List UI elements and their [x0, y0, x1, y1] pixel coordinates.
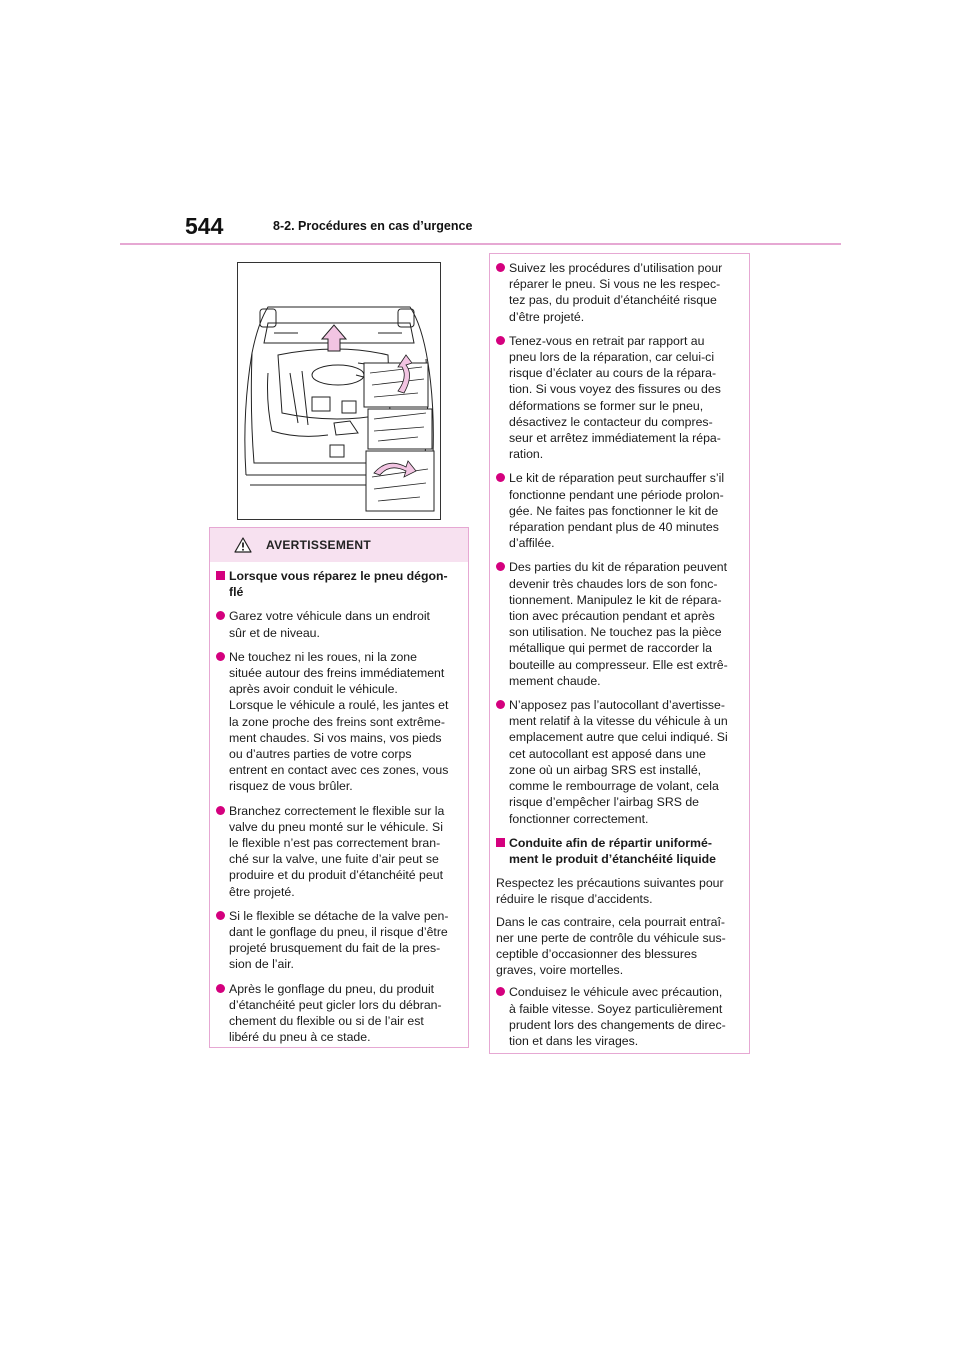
list-item: Le kit de réparation peut surchauffer s’il fonctionne pendant une période prolon- gée. Ne faites pas fonctionner le kit de réparation pendant plus de 40 minutes d’affilée.	[496, 470, 741, 551]
list-item: N’apposez pas l’autocollant d’avertisse- ment relatif à la vitesse du véhicule à un emplacement autre que celui indiqué. Si cet autocollant est apposé dans une zone où un airbag SRS est installé, comme le rembourrage de volant, cela risque d’empêcher l’airbag SRS de fonctionner correctement.	[496, 697, 741, 827]
trunk-drawing	[238, 263, 440, 519]
continued-warning-box	[489, 253, 750, 1054]
list-item: Tenez-vous en retrait par rapport au pneu lors de la réparation, car celui-ci risque d’éclater au cours de la répara- tion. Si vous voyez des fissures ou des déformations se former sur le pneu, désactivez le contacteur du compres- seur et arrêtez immédiatement la répa- ration.	[496, 333, 741, 463]
list-item: Ne touchez ni les roues, ni la zone située autour des freins immédiatement après avoir conduit le véhicule. Lorsque le véhicule a roulé, les jantes et la zone proche des freins sont extrême- ment chaudes. Si vos mains, vos pieds ou d’autres parties de votre corps entrent en contact avec ces zones, vous risquez de vous brûler.	[216, 649, 460, 795]
warning-box	[209, 527, 469, 1048]
bullet-icon	[496, 263, 505, 272]
header-rule	[120, 243, 841, 245]
paragraph: Respectez les précautions suivantes pour réduire le risque d’accidents.	[496, 876, 724, 907]
warning-header	[210, 528, 468, 562]
warning-title: AVERTISSEMENT	[266, 538, 372, 552]
up-arrow-icon	[322, 325, 346, 351]
bullet-icon	[216, 806, 225, 815]
square-bullet-icon	[496, 838, 505, 847]
bullet-icon	[216, 911, 225, 920]
list-item: Des parties du kit de réparation peuvent devenir très chaudes lors de son fonc- tionnement. Manipulez le kit de répara- tion avec précaution pendant et après son utilisation. Ne touchez pas la pièce métallique qui permet de raccorder la bouteille au compresseur. Elle est extrê- mement chaude.	[496, 559, 741, 689]
warning-triangle-icon	[234, 537, 252, 553]
page-number: 544	[185, 213, 224, 239]
bullet-icon	[216, 611, 225, 620]
section-title: 8-2. Procédures en cas d’urgence	[273, 219, 473, 233]
bullet-icon	[496, 700, 505, 709]
bullet-icon	[216, 984, 225, 993]
list-item: Après le gonflage du pneu, du produit d’étanchéité peut gicler lors du débran- chement du flexible ou si de l’air est libéré du pneu à ce stade.	[216, 981, 460, 1046]
bullet-icon	[496, 987, 505, 996]
list-item: Si le flexible se détache de la valve pen- dant le gonflage du pneu, il risque d’être projeté brusquement du fait de la pres- sion de l’air.	[216, 908, 460, 973]
square-bullet-icon	[216, 571, 225, 580]
bullet-icon	[496, 473, 505, 482]
list-item: Conduisez le véhicule avec précaution, à faible vitesse. Soyez particulièrement prudent lors des changements de direc- tion et dans les virages.	[496, 984, 741, 1049]
list-item: Garez votre véhicule dans un endroit sûr et de niveau.	[216, 608, 460, 640]
continued-content	[490, 254, 749, 1049]
paragraph: Dans le cas contraire, cela pourrait entraî- ner une perte de contrôle du véhicule sus- ceptible d’occasionner des blessures graves, voire mortelles.	[496, 914, 726, 978]
bullet-icon	[496, 336, 505, 345]
list-item: Suivez les procédures d’utilisation pour réparer le pneu. Si vous ne les respec- tez pas, du produit d’étanchéité risque d’être projeté.	[496, 260, 741, 325]
car-trunk-repair-kit-illustration	[237, 262, 441, 520]
list-item: Branchez correctement le flexible sur la valve du pneu monté sur le véhicule. Si le flexible n’est pas correctement bran- ché sur la valve, une fuite d’air peut se produire et du produit d’étanchéité peut être projeté.	[216, 803, 460, 900]
warning-content	[210, 562, 468, 1045]
bullet-icon	[216, 652, 225, 661]
warning-heading: Lorsque vous réparez le pneu dégon- flé	[216, 568, 460, 600]
driving-heading: Conduite afin de répartir uniformé- ment le produit d’étanchéité liquide	[496, 835, 741, 867]
bullet-icon	[496, 562, 505, 571]
